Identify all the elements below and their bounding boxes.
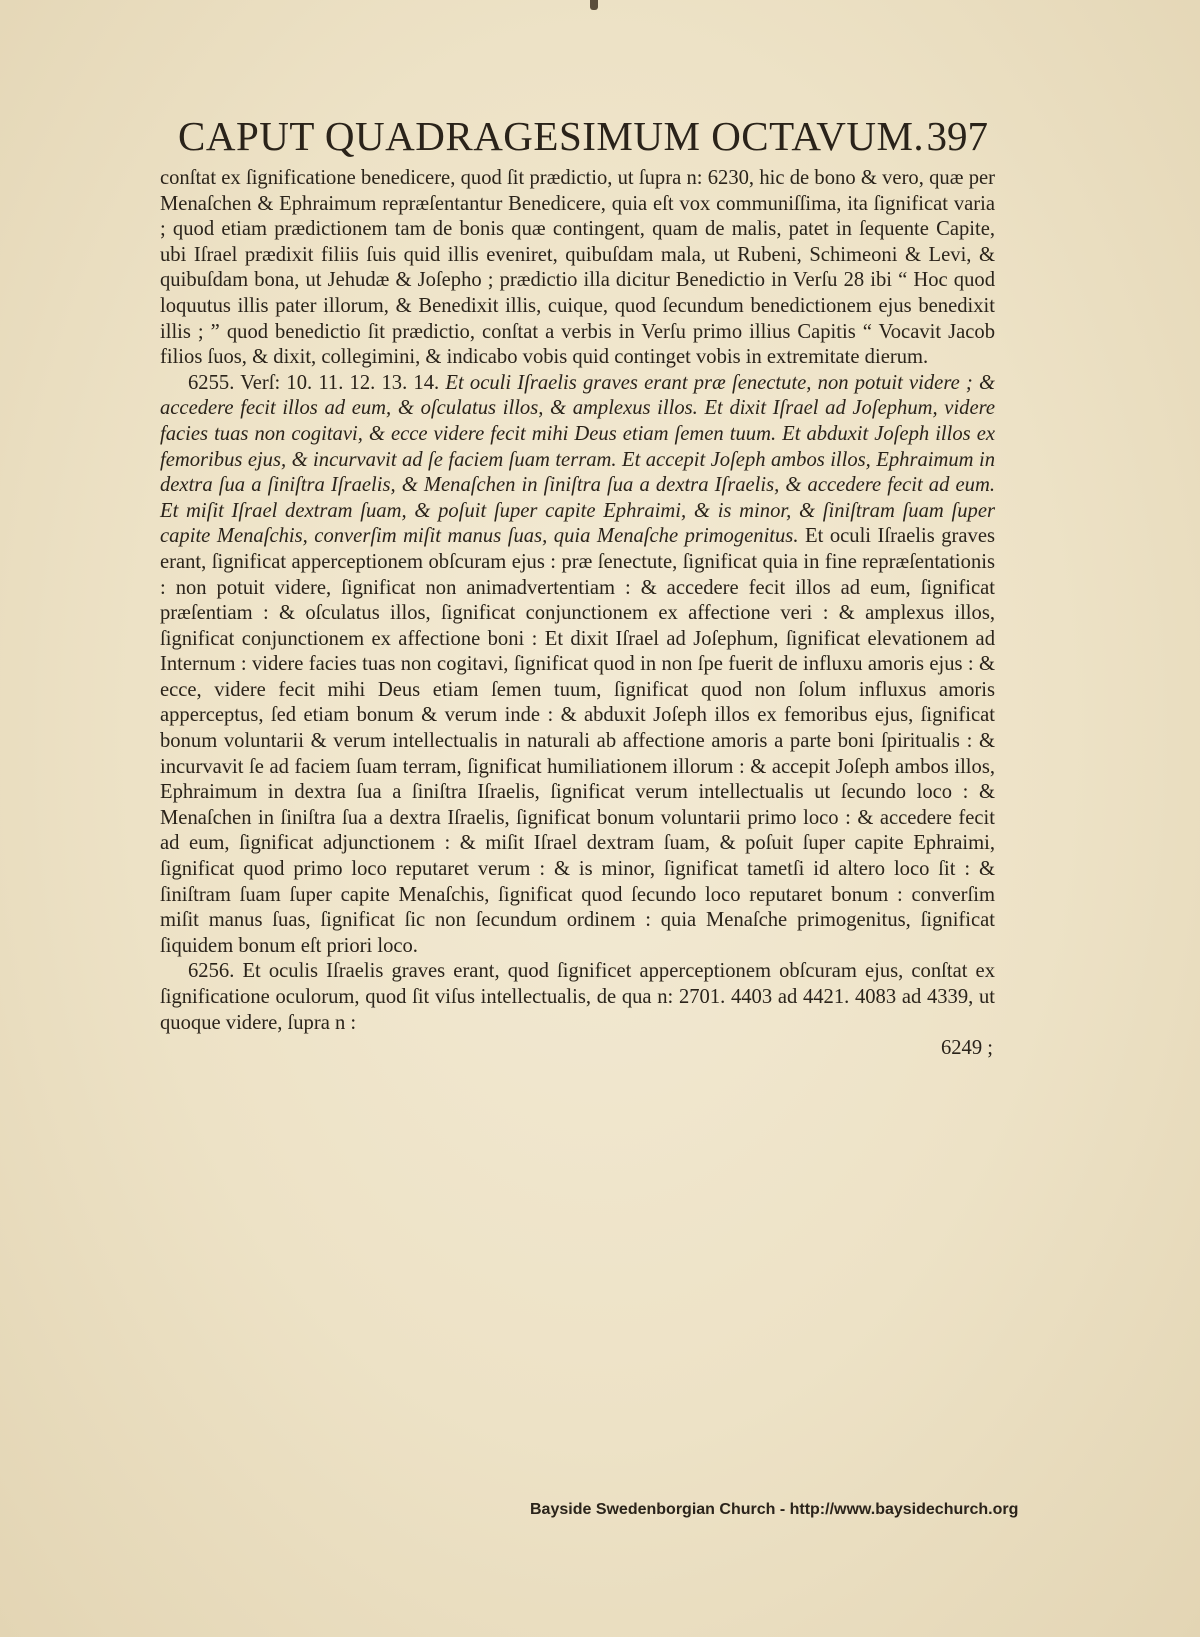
verse-reference: Verſ: 10. 11. 12. 13. 14. [240,371,440,394]
paragraph-6255 [160,371,995,960]
paragraph-continuation: conſtat ex ſignificatione benedicere, quod ſit prædictio, ut ſupra n: 6230, hic de bono & vero, quæ per Menaſchen & Ephraimum repræſentantur Benedicere, quia eſt vox communiſſima, ita ſignificat varia ; quod etiam prædictionem tam de bonis quæ contingent, quam de malis, patet in ſequente Capite, ubi Iſrael prædixit filiis ſuis quid illis eveniret, quibuſdam mala, ut Rubeni, Schimeoni & Levi, & quibuſdam bona, ut Jehudæ & Joſepho ; prædictio illa dicitur Benedictio in Verſu 28 ibi “ Hoc quod loquutus illis pater illorum, & Benedixit illis, cuique, quod ſecundum benedictionem ejus benedixit illis ; ” quod benedictio ſit prædictio, conſtat a verbis in Verſu primo illius Capitis “ Vocavit Jacob filios ſuos, & dixit, collegimini, & indicabo vobis quid continget vobis in extremitate dierum. [160,167,995,369]
paragraph-number: 6255. [188,371,235,394]
running-head: CAPUT QUADRAGESIMUM OCTAVUM. [178,113,925,159]
catchword: 6249 ; [940,1037,993,1060]
footer-credit: Bayside Swedenborgian Church - http://www.baysidechurch.org [530,1501,1019,1518]
body-text [160,166,995,1062]
exposition-text: Et oculi Iſraelis graves erant, ſignificat apperceptionem obſcuram ejus : præ ſenectute, ſignificat quia in fine repræſentationis : non potuit videre, ſignificat non animadvertentiam : & accedere fecit illos ad eum, ſignificat præſentiam : & oſculatus illos, ſignificat conjunctionem ex affectione veri : & amplexus illos, ſignificat conjunctionem ex affectione boni : Et dixit Iſrael ad Joſephum, ſignificat elevationem ad Internum : videre facies tuas non cogitavi, ſignificat quod in non ſpe fuerit de influxu amoris ejus : & ecce, videre fecit mihi Deus etiam ſemen tuum, ſignificat quod non ſolum influxus amoris apperceptus, ſed etiam bonum & verum inde : & abduxit Joſeph illos ex femoribus ejus, ſignificat bonum voluntarii & verum intellectualis in naturali ab affectione amoris a parte boni ſpiritualis : & incurvavit ſe ad faciem ſuam terram, ſignificat humiliationem illorum : & accepit Joſeph ambos illos, Ephraimum in dextra ſua a ſiniſtra Iſraelis, ſignificat verum intellectualis ut ſecundo loco : & Menaſchen in ſiniſtra ſua a dextra Iſraelis, ſignificat bonum voluntarii primo loco : & accedere fecit ad eum, ſignificat adjunctionem : & miſit Iſrael dextram ſuam, & poſuit ſuper capite Ephraimi, ſignificat quod primo loco reputaret verum : & is minor, ſignificat tametſi id altero loco ſit : & ſiniſtram ſuam ſuper capite Menaſchis, ſignificat quod ſecundo loco reputaret bonum : converſim miſit manus ſuas, ſignificat ſic non ſecundum ordinem : quia Menaſche primogenitus, ſignificat ſiquidem bonum eſt priori loco. [160,525,995,957]
page-header [178,112,988,160]
page-number: 397 [926,113,988,159]
binding-mark [590,0,598,10]
paragraph-6256: 6256. Et oculis Iſraelis graves erant, quod ſignificet apperceptionem obſcuram ejus, conſtat ex ſignificatione oculorum, quod ſit viſus intellectualis, de qua n: 2701. 4403 ad 4421. 4083 ad 4339, ut quoque videre, ſupra n : [160,960,995,1034]
scripture-quote: Et oculi Iſraelis graves erant præ ſenectute, non potuit videre ; & accedere fecit illos ad eum, & oſculatus illos, & amplexus illos. Et dixit Iſrael ad Joſephum, videre facies tuas non cogitavi, & ecce videre fecit mihi Deus etiam ſemen tuum. Et abduxit Joſeph illos ex femoribus ejus, & incurvavit ad ſe faciem ſuam terram. Et accepit Joſeph ambos illos, Ephraimum in dextra ſua a ſiniſtra Iſraelis, & Menaſchen in ſiniſtra ſua a dextra Iſraelis, & accedere fecit ad eum. Et miſit Iſrael dextram ſuam, & poſuit ſuper capite Ephraimi, & is minor, & ſiniſtram ſuam ſuper capite Menaſchis, converſim miſit manus ſuas, quia Menaſche primogenitus. [160,371,995,548]
